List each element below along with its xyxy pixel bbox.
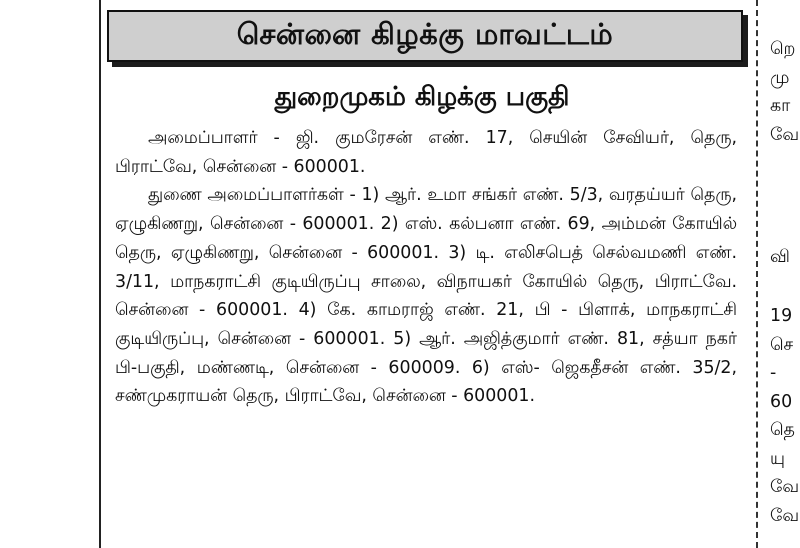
right-text-line: வே	[770, 505, 799, 526]
column-divider-left	[99, 0, 101, 548]
section-heading: துறைமுகம் கிழக்கு பகுதி	[274, 82, 570, 112]
right-text-line: வி	[770, 247, 790, 267]
organizer-paragraph: அமைப்பாளர் - ஜி. குமரேசன் எண். 17, செயின் சேவியர், தெரு, பிராட்வே, சென்னை - 600001.	[115, 128, 737, 177]
right-text-line: றெ	[770, 39, 796, 59]
right-text-line: 19	[770, 306, 793, 326]
right-text-line: செ	[770, 334, 794, 355]
right-text-line: தெ	[770, 420, 795, 440]
district-title: சென்னை கிழக்கு மாவட்டம்	[236, 17, 614, 51]
right-text-line: மு	[770, 67, 790, 88]
column-divider-right	[756, 0, 758, 548]
right-text-line: கா	[770, 96, 791, 116]
article-body	[115, 124, 737, 411]
right-text-line: வே	[770, 124, 799, 145]
right-text-line: 60	[770, 391, 793, 412]
right-column-fragment-1	[770, 35, 800, 149]
right-text-line: -	[770, 363, 777, 383]
right-text-line: யு	[770, 448, 785, 469]
deputy-organizers-paragraph: துணை அமைப்பாளர்கள் - 1) ஆர். உமா சங்கர் எண். 5/3, வரதய்யர் தெரு, ஏழுகிணறு, சென்னை - 600001. 2) எஸ். கல்பனா எண். 69, அம்மன் கோயில் தெரு, ஏழுகிணறு, சென்னை - 600001. 3) டி. எலிசபெத் செல்வமணி எண். 3/11, மாநகராட்சி குடியிருப்பு சாலை, விநாயகர் கோயில் தெரு, பிராட்வே. சென்னை - 600001. 4) கே. காமராஜ் எண். 21, பி - பிளாக், மாநகராட்சி குடியிருப்பு, சென்னை - 600001. 5) ஆர். அஜித்குமார் எண். 81, சத்யா நகர் பி-பகுதி, மண்ணடி, சென்னை - 600009. 6) எஸ்- ஜெகதீசன் எண். 35/2, சண்முகராயன் தெரு, பிராட்வே, சென்னை - 600001.	[115, 185, 738, 407]
district-title-banner	[107, 10, 743, 62]
right-column-fragment-3	[770, 302, 800, 530]
right-text-line: வே	[770, 477, 799, 497]
right-column-fragment-2	[770, 243, 800, 272]
